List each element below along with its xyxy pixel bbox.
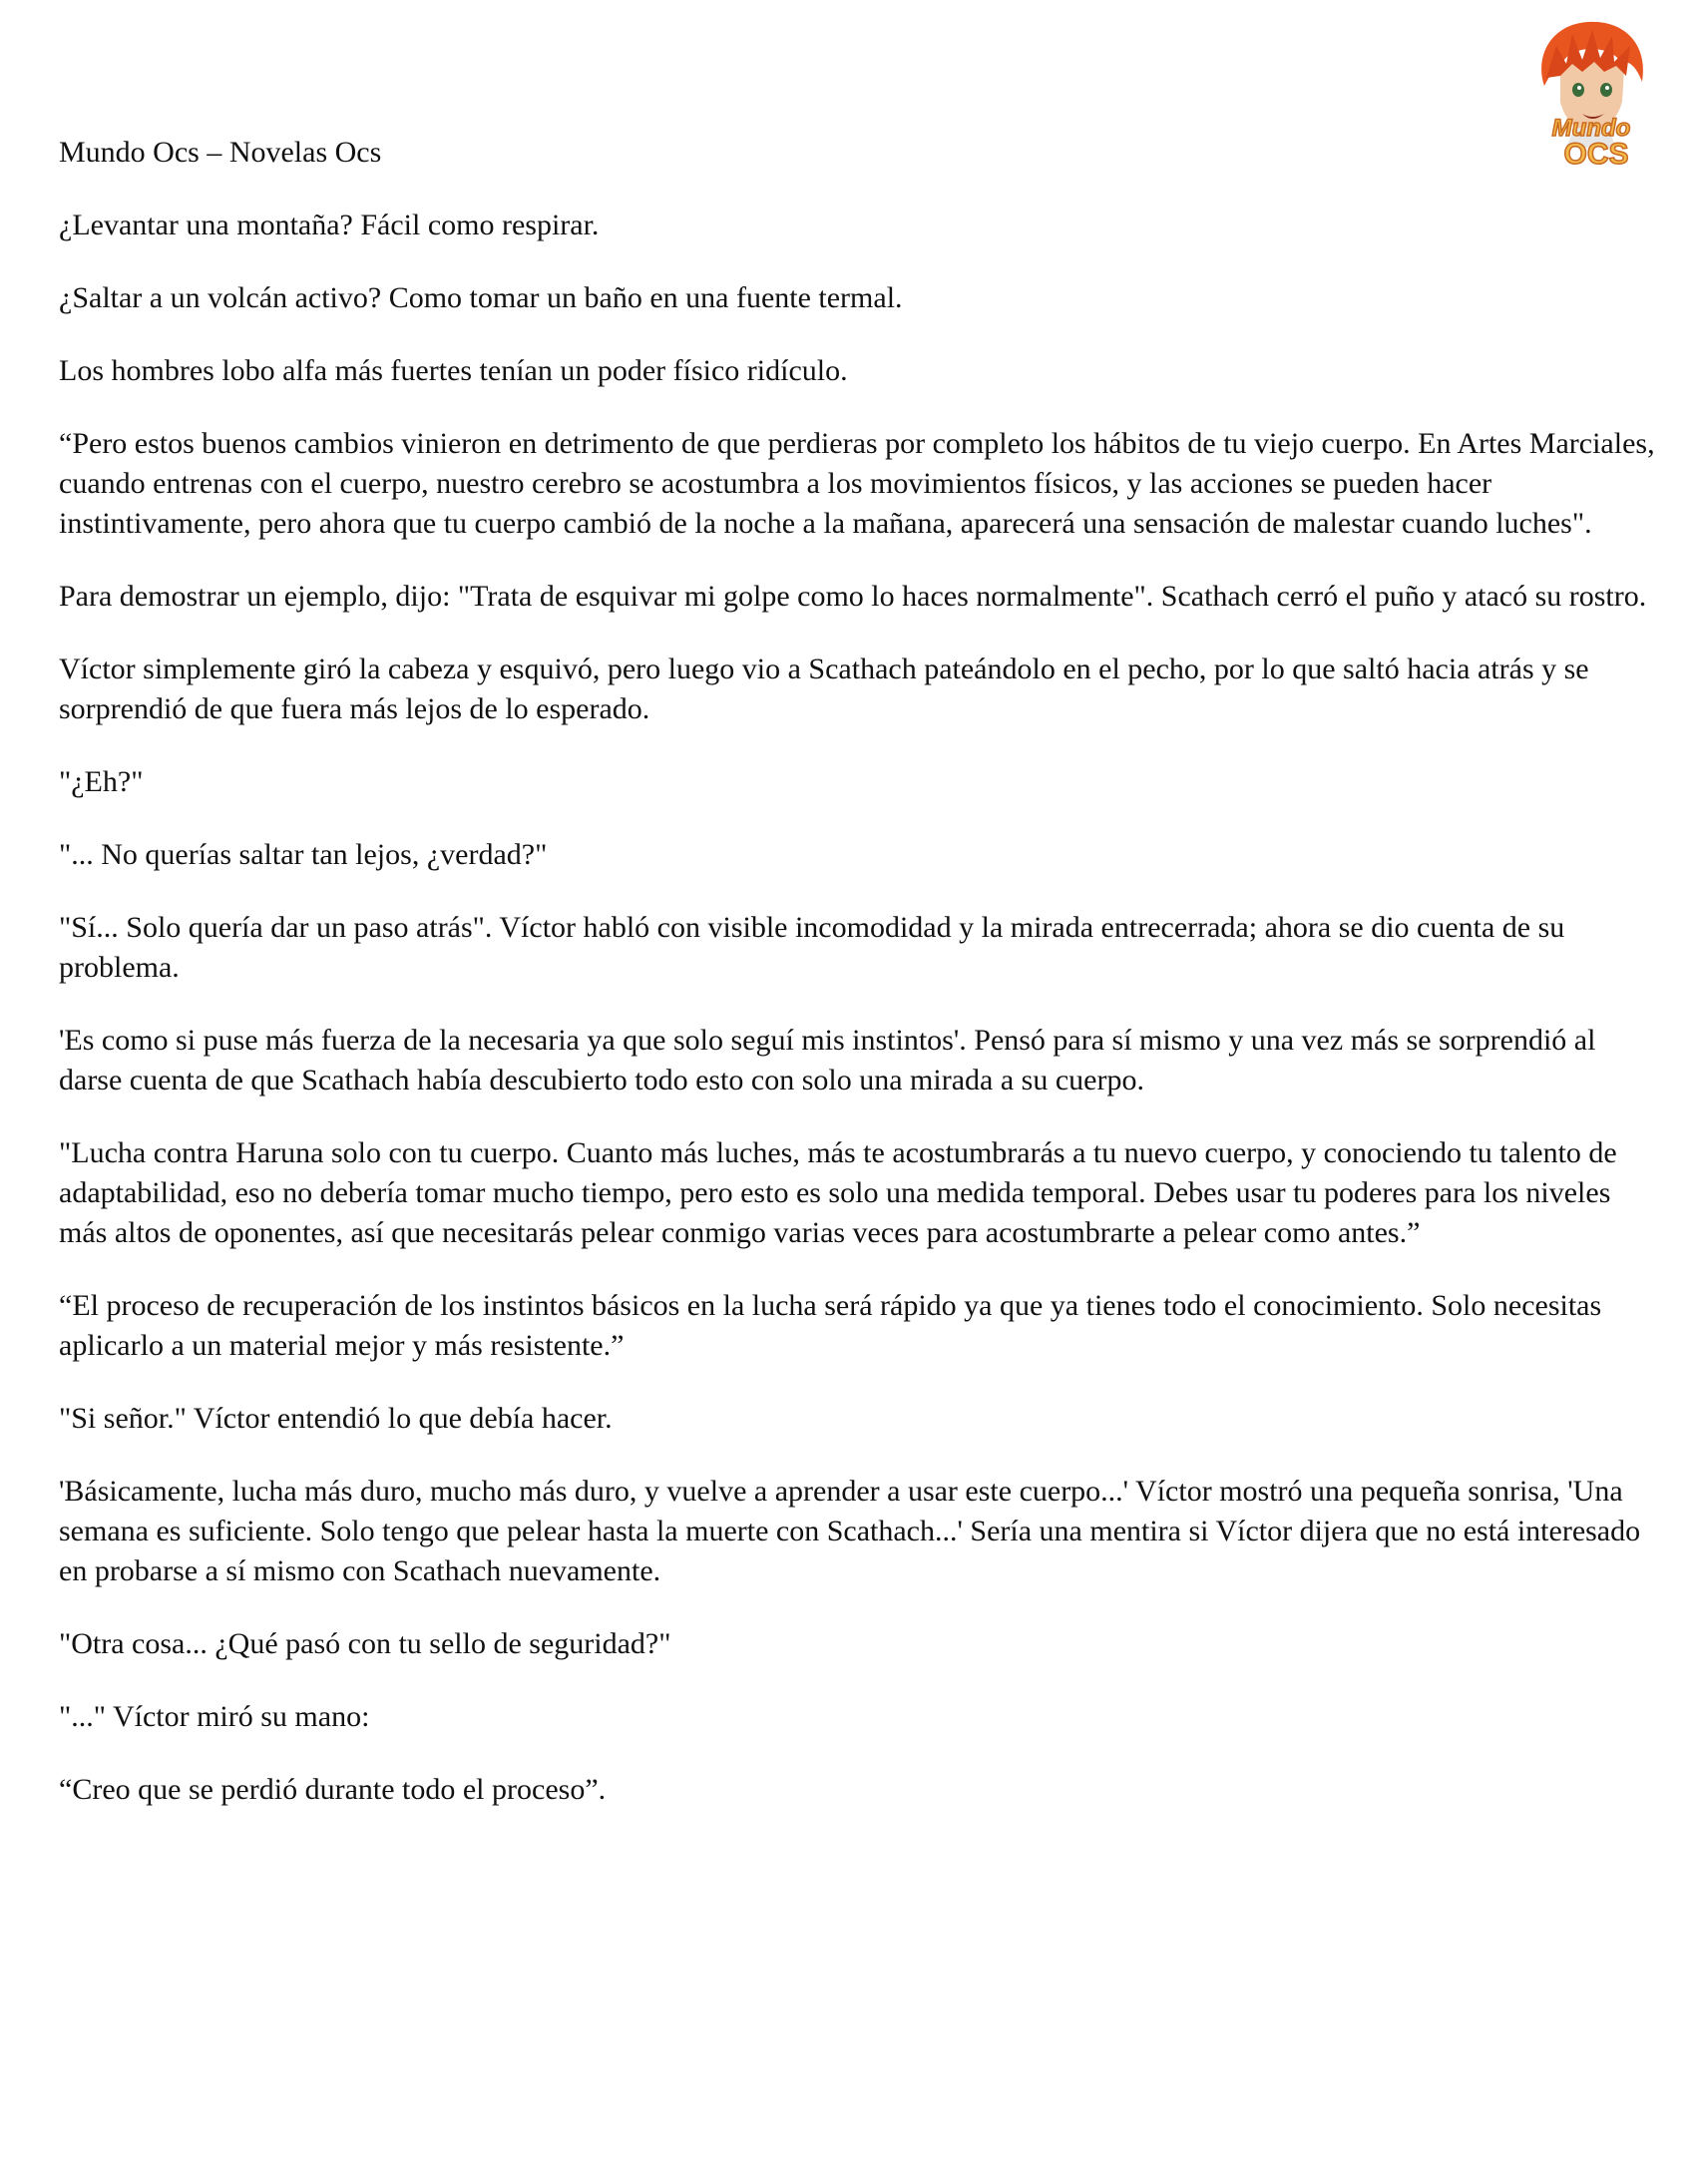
document-header: Mundo Ocs – Novelas Ocs [59,136,382,169]
paragraph: ¿Levantar una montaña? Fácil como respirar. [59,209,600,241]
paragraph: "Sí... Solo quería dar un paso atrás". Víctor habló con visible incomodidad y la mirada entrecerrada; ahora se dio cuenta de su problema. [59,911,1565,984]
svg-text:Mundo: Mundo [1551,115,1631,142]
paragraph: “Creo que se perdió durante todo el proceso”. [59,1773,607,1806]
paragraph: ¿Saltar a un volcán activo? Como tomar un baño en una fuente termal. [59,281,903,314]
paragraph: “El proceso de recuperación de los instintos básicos en la lucha será rápido ya que ya tienes todo el conocimiento. Solo necesitas aplicarlo a un material mejor y más resistente.” [59,1289,1602,1362]
paragraph: Para demostrar un ejemplo, dijo: "Trata de esquivar mi golpe como lo haces normalmente". Scathach cerró el puño y atacó su rostro. [59,580,1647,613]
paragraph: Los hombres lobo alfa más fuertes tenían un poder físico ridículo. [59,354,848,387]
svg-text:OCS: OCS [1563,138,1629,171]
paragraph: “Pero estos buenos cambios vinieron en detrimento de que perdieras por completo los hábitos de tu viejo cuerpo. En Artes Marciales, cuando entrenas con el cuerpo, nuestro cerebro se acostumbra a los movimientos físicos, y las acciones se pueden hacer instintivamente, pero ahora que tu cuerpo cambió de la noche a la mañana, aparecerá una sensación de malestar cuando luches". [59,427,1655,540]
paragraph: Víctor simplemente giró la cabeza y esquivó, pero luego vio a Scathach pateándolo en el pecho, por lo que saltó hacia atrás y se sorprendió de que fuera más lejos de lo esperado. [59,653,1589,725]
paragraph: 'Básicamente, lucha más duro, mucho más duro, y vuelve a aprender a usar este cuerpo...' Víctor mostró una pequeña sonrisa, 'Una semana es suficiente. Solo tengo que pelear hasta la muerte con Scathach...' Sería una mentira si Víctor dijera que no está interesado en probarse a sí mismo con Scathach nuevamente. [59,1475,1641,1587]
paragraph: "Lucha contra Haruna solo con tu cuerpo. Cuanto más luches, más te acostumbrarás a tu nuevo cuerpo, y conociendo tu talento de adaptabilidad, eso no debería tomar mucho tiempo, pero esto es solo una medida temporal. Debes usar tu poderes para los niveles más altos de oponentes, así que necesitarás pelear conmigo varias veces para acostumbrarte a pelear como antes.” [59,1136,1617,1249]
paragraph: 'Es como si puse más fuerza de la necesaria ya que solo seguí mis instintos'. Pensó para sí mismo y una vez más se sorprendió al darse cuenta de que Scathach había descubierto todo esto con solo una mirada a su cuerpo. [59,1024,1596,1096]
paragraph: "Si señor." Víctor entendió lo que debía hacer. [59,1402,613,1435]
paragraph: "... No querías saltar tan lejos, ¿verdad?" [59,838,548,871]
document-body [59,133,1655,1843]
paragraph: "..." Víctor miró su mano: [59,1700,370,1733]
paragraph: "Otra cosa... ¿Qué pasó con tu sello de seguridad?" [59,1627,671,1660]
paragraph: "¿Eh?" [59,765,144,798]
